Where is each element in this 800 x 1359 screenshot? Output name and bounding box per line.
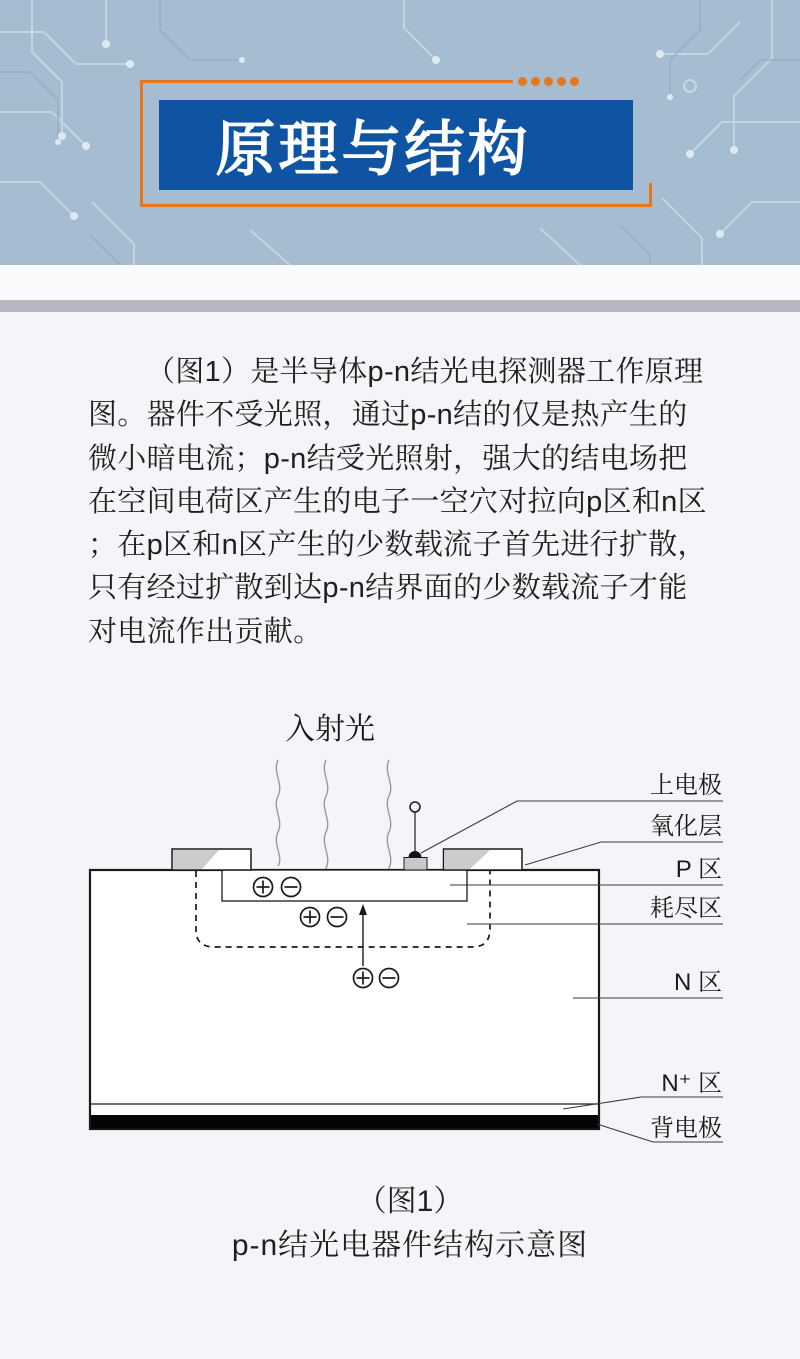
paragraph-line: 图。器件不受光照，通过p-n结的仅是热产生的 — [88, 399, 688, 432]
page-title: 原理与结构 — [215, 116, 531, 183]
accent-frame-right-stub — [649, 183, 652, 207]
accent-dot — [544, 77, 553, 86]
right-surface-electrode — [444, 849, 523, 870]
figure-caption-number: （图1） — [356, 1185, 464, 1218]
title-banner — [159, 100, 633, 190]
label-depletion-region: 耗尽区 — [650, 895, 722, 922]
paragraph-line: 只有经过扩散到达p-n结界面的少数载流子才能 — [88, 572, 688, 605]
header-banner-area — [0, 0, 800, 265]
left-surface-electrode — [172, 849, 251, 870]
light-strip — [0, 265, 800, 300]
top-electrode-terminal — [409, 802, 422, 858]
label-n-plus-region: N⁺ 区 — [661, 1070, 722, 1097]
paragraph-line: 微小暗电流；p-n结受光照射，强大的结电场把 — [88, 442, 688, 475]
paragraph-line: ；在p区和n区产生的少数载流子首先进行扩散， — [88, 529, 707, 562]
label-n-region: N 区 — [674, 969, 722, 996]
divider-band — [0, 300, 800, 312]
label-oxide-layer: 氧化层 — [650, 813, 722, 840]
label-p-region: P 区 — [675, 856, 722, 883]
paragraph-line: （图1）是半导体p-n结光电探测器工作原理 — [146, 356, 704, 388]
pn-junction-diagram — [0, 690, 800, 1160]
label-back-electrode: 背电极 — [650, 1115, 722, 1142]
label-top-electrode: 上电极 — [650, 772, 722, 799]
top-contact-pad — [404, 858, 427, 871]
incident-light-label: 入射光 — [285, 713, 375, 746]
accent-dot — [557, 77, 566, 86]
paragraph-line: 对电流作出贡献。 — [88, 615, 323, 648]
back-electrode-bar — [91, 1115, 598, 1129]
accent-dot — [570, 77, 579, 86]
paragraph-line: 在空间电荷区产生的电子一空穴对拉向p区和n区 — [88, 485, 707, 518]
body-paragraph — [88, 351, 728, 654]
device-body — [90, 870, 599, 1129]
accent-frame-left — [140, 80, 143, 207]
accent-frame-bottom — [140, 204, 652, 207]
accent-frame-top — [140, 80, 513, 83]
figure-caption-title: p-n结光电器件结构示意图 — [231, 1229, 589, 1262]
accent-dot — [531, 77, 540, 86]
accent-dot — [518, 77, 527, 86]
